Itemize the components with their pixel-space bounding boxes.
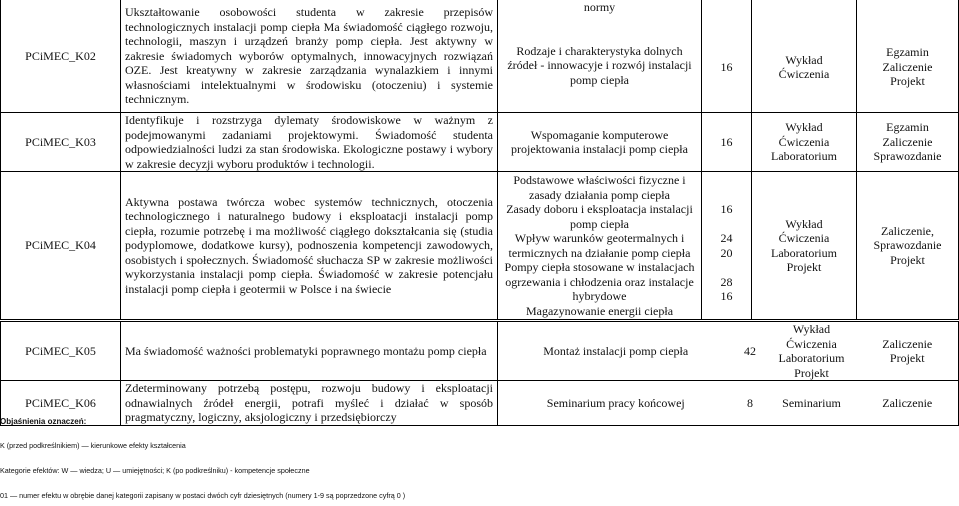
hours-value (706, 188, 747, 203)
bottom-table (0, 321, 959, 426)
form-item: Ćwiczenia (778, 134, 830, 149)
assessment-cell (857, 322, 959, 381)
legend-title: Objaśnienia oznaczeń: (0, 417, 87, 426)
content-line: Wspomaganie komputerowe (530, 127, 669, 142)
content-line: Wpływ warunków geotermalnych i (514, 231, 685, 245)
hours-value: 16 (720, 289, 733, 303)
form-item: Ćwiczenia (786, 336, 837, 351)
effect-code: PCiMEC_K03 (1, 113, 121, 172)
content-line: Zasady doboru i eksploatacja instalacji (506, 202, 693, 216)
hours-value (706, 173, 747, 188)
assessment-cell (857, 0, 959, 113)
hours-cell: 8 (734, 381, 767, 426)
effect-description: Identyfikuje i rozstrzyga dylematy środowiskowe w ważnym z podejmowanymi zadaniami projektowymi. Świadomość studenta odpowiedzialności ludzi za stan środowiska. Ekologiczne postawy i wybory w zakresie decyzji wyboru produktów i technologii. (121, 113, 498, 172)
legend-line: 01 — numer efektu w obrębie danej kategorii zapisany w postaci dwóch cyfr dziesiętnych (numery 1-9 są poprzedzone cyfrą 0 ) (0, 491, 406, 500)
assessment-cell (857, 113, 959, 172)
hours-value: 16 (720, 59, 733, 74)
content-line: Rodzaje i charakterystyka dolnych (516, 43, 683, 58)
content-line: normy (583, 0, 616, 14)
assessment-item: Projekt (889, 351, 925, 365)
effect-code: PCiMEC_K06 (1, 381, 121, 426)
hours-value (706, 304, 747, 319)
form-item: Ćwiczenia (778, 67, 830, 81)
legend-line: Kategorie efektów: W — wiedza; U — umiejętności; K (po podkreślniku) - kompetencje społeczne (0, 466, 310, 475)
hours-cell (702, 172, 752, 320)
hours-value (706, 260, 747, 275)
effect-description: Ukształtowanie osobowości studenta w zakresie przepisów technologicznych instalacji pomp ciepła Ma świadomość ciągłego rozwoju, technologii, maszyn i urządzeń branży pomp ciepła. Jest aktywny w zakresie świadomych wyborów optymalnych, innowacyjnych rozwiązań OZE. Jest kreatywny w zakresie zarządzania wynalazkiem i innymi własnościami intelektualnymi w środowisku (otoczeniu) i systemie technicznym. (121, 0, 498, 113)
hours-value: 20 (720, 245, 733, 260)
forms-cell (752, 172, 857, 320)
content-cell (498, 172, 702, 320)
hours-value: 28 (720, 274, 733, 289)
form-item: Laboratorium (771, 245, 837, 260)
form-item: Projekt (794, 365, 829, 380)
form-item: Wykład (785, 120, 823, 135)
assessment-item: Sprawozdanie (873, 149, 942, 164)
content-line: Magazynowanie energii ciepła (525, 303, 674, 318)
content-line: ogrzewania i chłodzenia oraz instalacje (505, 274, 694, 289)
assessment-item: Egzamin (886, 120, 929, 135)
form-item: Projekt (786, 260, 822, 274)
content-line: termicznych na działanie pomp ciepła (508, 245, 691, 260)
hours-cell (702, 0, 752, 113)
assessment-item: Projekt (890, 74, 925, 89)
forms-cell (767, 322, 857, 381)
assessment-item: Projekt (890, 252, 925, 267)
hours-cell: 42 (734, 322, 767, 381)
table-row (1, 0, 959, 113)
hours-value: 24 (720, 231, 733, 245)
assessment-item: Zaliczenie (882, 59, 933, 74)
hours-value: 16 (720, 134, 733, 149)
table-row (1, 113, 959, 172)
assessment-item: Sprawozdanie (873, 238, 942, 253)
hours-value: 16 (720, 202, 733, 216)
form-item: Wykład (785, 52, 823, 67)
form-item: Ćwiczenia (778, 231, 830, 245)
form-item: Laboratorium (771, 149, 837, 164)
assessment-item: Egzamin (886, 45, 929, 60)
table-row (1, 381, 959, 426)
forms-cell (752, 113, 857, 172)
content-line: hybrydowe (572, 289, 627, 303)
effect-code: PCiMEC_K04 (1, 172, 121, 320)
assessment-item: Zaliczenie (882, 336, 933, 351)
content-cell: Seminarium pracy końcowej (498, 381, 734, 426)
form-item: Wykład (785, 216, 823, 231)
content-line: pomp ciepła (570, 216, 629, 231)
effect-description: Aktywna postawa twórcza wobec systemów technicznych, otoczenia technologicznego i naturalnego budowy i eksploatacji instalacji pomp ciepła, rozumie potrzebę i ma możliwość ciągłego dokształcania się (studia podyplomowe, dodatkowe kursy), podnoszenia kompetencji zawodowych, osobistych i społecznych. Świadomość słuchacza SP w zakresie możliwości wykorzystania instalacji pomp ciepła. Świadomość w zakresie potencjału instalacji pomp ciepła i geotermii w Polsce i na świecie (121, 172, 498, 320)
assessment-cell (857, 172, 959, 320)
effect-code: PCiMEC_K05 (1, 322, 121, 381)
effect-description: Ma świadomość ważności problematyki poprawnego montażu pomp ciepła (121, 322, 498, 381)
content-line: zasady działania pomp ciepła (529, 187, 670, 202)
hours-value (706, 217, 747, 232)
hours-cell (702, 113, 752, 172)
content-line (502, 15, 697, 44)
table-row (1, 172, 959, 320)
assessment-cell: Zaliczenie (857, 381, 959, 426)
content-cell (498, 0, 702, 113)
legend-line: K (przed podkreślnikiem) — kierunkowe efekty kształcenia (0, 441, 186, 450)
content-cell (498, 113, 702, 172)
forms-cell (752, 0, 857, 113)
effect-description: Zdeterminowany potrzebą postępu, rozwoju budowy i eksploatacji odnawialnych źródeł energii, potrafi myśleć i działać w sposób pragmatyczny, logiczny, aksjologiczny i przedsiębiorczy (121, 381, 498, 426)
content-line: źródeł - innowacyje i rozwój instalacji (507, 58, 692, 72)
content-cell: Montaż instalacji pomp ciepła (498, 322, 734, 381)
form-item: Wykład (792, 322, 831, 336)
assessment-item: Zaliczenie, (881, 223, 934, 238)
assessment-item: Zaliczenie (882, 134, 933, 149)
effect-code: PCiMEC_K02 (1, 0, 121, 113)
table-row (1, 322, 959, 381)
content-line: projektowania instalacji pomp ciepła (511, 142, 688, 156)
forms-cell: Seminarium (767, 381, 857, 426)
form-item: Laboratorium (778, 351, 845, 365)
content-line: pomp ciepła (570, 72, 629, 87)
content-line: Podstawowe właściwości fizyczne i (513, 173, 686, 187)
content-line: Pompy ciepła stosowane w instalacjach (504, 260, 695, 274)
